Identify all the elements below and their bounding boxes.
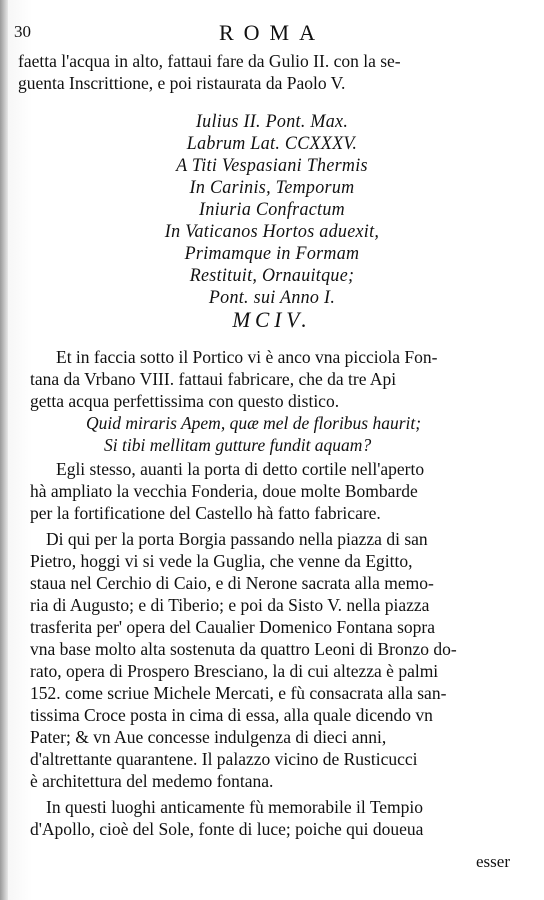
inscription-line: A Titi Vespasiani Thermis [176,156,368,176]
text-line: d'altrettante quarantene. Il palazzo vicino de Rusticucci [30,749,418,769]
text-line: Egli stesso, auanti la porta di detto cortile nell'aperto [56,459,425,479]
catchword: esser [476,852,510,871]
text-line: Pater; & vn Aue concesse indulgenza di dieci anni, [30,727,387,747]
text-line: rato, opera di Prospero Bresciano, la di cui altezza è palmi [30,661,439,681]
text-line: tana da Vrbano VIII. fattaui fabricare, che da tre Api [30,369,397,389]
text-line: è architettura del medemo fontana. [30,771,274,791]
text-line: Di qui per la porta Borgia passando nella piazza di san [46,529,428,549]
distich-line: Si tibi mellitam gutture fundit aquam? [104,435,372,455]
text-line: per la fortificatione del Castello hà fatto fabricare. [30,503,381,523]
text-line: 152. come scriue Michele Mercati, e fù consacrata alla san- [30,683,447,703]
text-line: Pietro, hoggi vi si vede la Guglia, che venne da Egitto, [30,551,413,571]
text-line: d'Apollo, cioè del Sole, fonte di luce; poiche qui doueua [30,819,424,839]
text-line: ria di Augusto; e di Tiberio; e poi da Sisto V. nella piazza [30,595,430,615]
text-line: trasferita per' opera del Caualier Domenico Fontana sopra [30,617,436,637]
inscription-line: Labrum Lat. CCXXXV. [186,134,358,154]
text-line: staua nel Cerchio di Caio, e di Nerone sacrata alla memo- [30,573,434,593]
inscription-line: Pont. sui Anno I. [208,288,336,308]
page-number: 30 [14,22,31,41]
running-title: ROMA [218,20,325,45]
text-line: Et in faccia sotto il Portico vi è anco vna picciola Fon- [56,347,438,367]
text-line: guenta Inscrittione, e poi ristaurata da Paolo V. [18,73,346,93]
text-line: tissima Croce posta in cima di essa, alla quale dicendo vn [30,705,433,725]
page-header [14,22,530,48]
text-line: faetta l'acqua in alto, fattaui fare da Gulio II. con la se- [18,51,401,71]
text-line: hà ampliato la vecchia Fonderia, doue molte Bombarde [30,481,418,501]
text-line: In questi luoghi anticamente fù memorabile il Tempio [46,797,424,817]
text-line: vna base molto alta sostenuta da quattro Leoni di Bronzo do- [30,639,457,659]
inscription-line: Restituit, Ornauitque; [189,266,355,286]
distich-line: Quid miraris Apem, quæ mel de floribus haurit; [86,413,422,433]
inscription-line: Iulius II. Pont. Max. [195,112,349,132]
inscription-line: Iniuria Confractum [199,200,345,220]
text-line: getta acqua perfettissima con questo distico. [30,391,340,411]
inscription-line: Primamque in Formam [184,244,360,264]
inscription-line: In Vaticanos Hortos aduexit, [164,222,380,242]
inscription-line: In Carinis, Temporum [189,178,355,198]
inscription-date: MCIV. [232,307,312,332]
